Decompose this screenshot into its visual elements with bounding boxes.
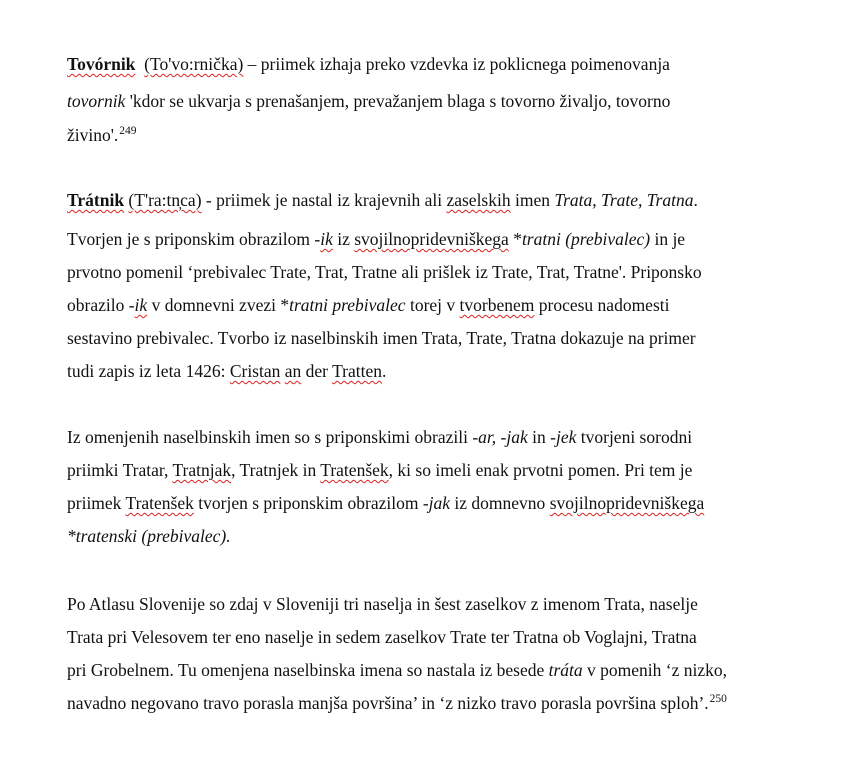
- text-line: priimek Tratenšek tvorjen s priponskim obrazilom -jak iz domnevno svojilnopridevniškega: [67, 493, 705, 513]
- text-line: tovornik 'kdor se ukvarja s prenašanjem, prevažanjem blaga s tovorno živaljo, tovorno: [67, 91, 671, 111]
- pronunciation: (To'vo:rnička): [144, 54, 244, 74]
- term-heading: Trátnik: [67, 190, 125, 210]
- text-line: Po Atlasu Slovenije so zdaj v Sloveniji tri naselja in šest zaselkov z imenom Trata, naselje: [67, 594, 698, 614]
- text-line: priimki Tratar, Tratnjak, Tratnjek in Tratenšek, ki so imeli enak prvotni pomen. Pri tem je: [67, 460, 693, 480]
- text-line: tudi zapis iz leta 1426: Cristan an der Tratten.: [67, 361, 387, 381]
- text-line: navadno negovano travo porasla manjša površina’ in ‘z nizko travo porasla površina sploh’.$^{250}$: [67, 693, 727, 713]
- pronunciation: (T'ra:tn̦ca): [128, 190, 202, 210]
- text-line: Trata pri Velesovem ter eno naselje in sedem zaselkov Trate ter Tratna ob Voglajni, Tratna: [67, 627, 697, 647]
- text-line: živino'.$^{249}$: [67, 125, 137, 145]
- text-line: pri Grobelnem. Tu omenjena naselbinska imena so nastala iz besede tráta v pomenih ‘z nizko,: [67, 660, 728, 680]
- term-heading: Tovórnik: [67, 54, 136, 74]
- text-line: Tvorjen je s priponskim obrazilom -ik iz svojilnopridevniškega *tratni (prebivalec) in je: [67, 229, 686, 249]
- text-line: Iz omenjenih naselbinskih imen so s priponskimi obrazili -ar, -jak in -jek tvorjeni sorodni: [67, 427, 693, 447]
- text-line: sestavino prebivalec. Tvorbo iz naselbinskih imen Trata, Trate, Tratna dokazuje na primer: [67, 328, 696, 348]
- italic-word: tovornik: [67, 91, 126, 111]
- footnote-ref: 250: [709, 693, 727, 705]
- text-line: Tovórnik (To'vo:rnička) – priimek izhaja preko vzdevka iz poklicnega poimenovanja: [67, 54, 670, 74]
- text-line: Trátnik (T'ra:tn̦ca) - priimek je nastal iz krajevnih ali zaselskih imen Trata, Trate, Tratna.: [67, 190, 698, 210]
- text-line: *tratenski (prebivalec).: [67, 526, 231, 546]
- footnote-ref: 249: [119, 125, 137, 137]
- text-line: obrazilo -ik v domnevni zvezi *tratni prebivalec torej v tvorbenem procesu nadomesti: [67, 295, 670, 315]
- text-line: prvotno pomenil ‘prebivalec Trate, Trat, Tratne ali prišlek iz Trate, Trat, Tratne'. Priponsko: [67, 262, 702, 282]
